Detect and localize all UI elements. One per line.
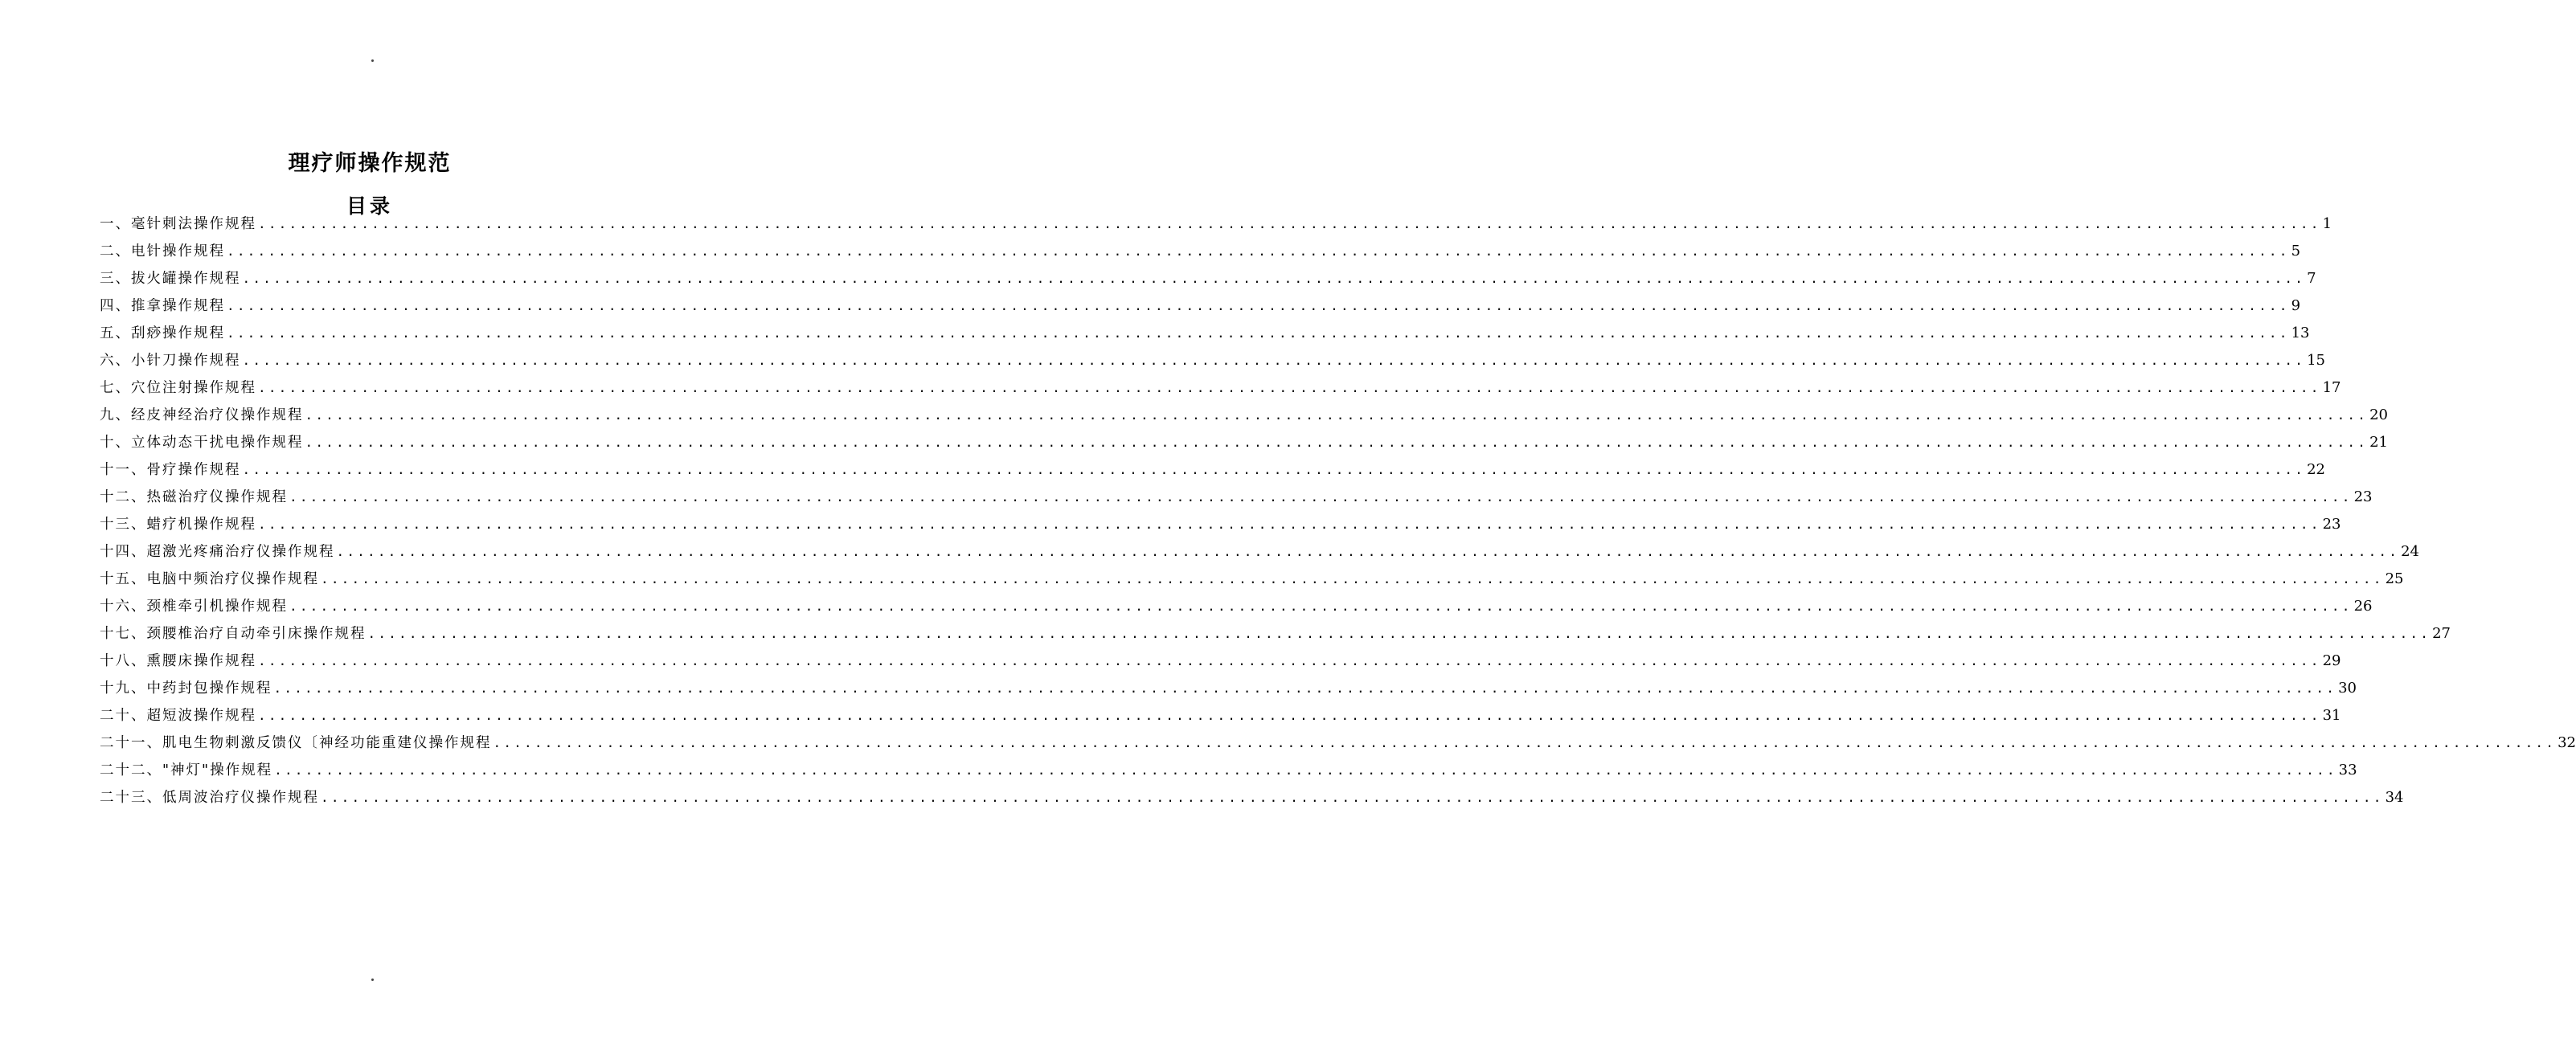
toc-entry-label: 十、立体动态干扰电操作规程 <box>100 435 304 451</box>
toc-entry-page-number: 33 <box>2338 762 2357 778</box>
toc-dot-leader: ........................................................................................................................................................................................................ <box>258 517 2321 532</box>
toc-entry[interactable] <box>100 566 2404 593</box>
header-dot-mark <box>371 59 374 62</box>
toc-entry[interactable] <box>100 265 2316 292</box>
toc-entry-page-number: 23 <box>2353 488 2373 505</box>
toc-entry-page-number: 22 <box>2307 461 2325 478</box>
toc-entry[interactable] <box>100 484 2373 511</box>
toc-entry-page-number: 32 <box>2558 734 2576 751</box>
toc-entry[interactable] <box>100 702 2341 729</box>
toc-dot-leader: ........................................................................................................................................................................................................ <box>493 735 2557 750</box>
toc-entry-page-number: 21 <box>2369 434 2388 451</box>
toc-entry[interactable] <box>100 538 2419 566</box>
toc-dot-leader: ........................................................................................................................................................................................................ <box>242 271 2306 286</box>
toc-entry-page-number: 27 <box>2432 625 2451 642</box>
toc-entry-label: 十六、颈椎牵引机操作规程 <box>100 599 288 615</box>
toc-entry[interactable] <box>100 456 2325 484</box>
toc-entry[interactable] <box>100 511 2341 538</box>
footer-dot-mark <box>371 979 374 981</box>
toc-dot-leader: ........................................................................................................................................................................................................ <box>227 325 2290 341</box>
toc-entry-label: 十四、超激光疼痛治疗仪操作规程 <box>100 544 335 560</box>
toc-entry-label: 二十一、肌电生物刺激反馈仪〔神经功能重建仪操作规程 <box>100 735 492 751</box>
toc-entry[interactable] <box>100 374 2341 402</box>
toc-entry-page-number: 24 <box>2401 543 2419 560</box>
toc-entry-page-number: 9 <box>2291 297 2301 314</box>
toc-entry-label: 十五、电脑中频治疗仪操作规程 <box>100 571 319 587</box>
toc-entry-page-number: 34 <box>2385 789 2404 806</box>
toc-entry-page-number: 29 <box>2322 652 2341 669</box>
toc-entry[interactable] <box>100 757 2357 784</box>
toc-entry-label: 二十、超短波操作规程 <box>100 708 256 724</box>
toc-entry-label: 六、小针刀操作规程 <box>100 353 241 369</box>
toc-entry-label: 二十三、低周波治疗仪操作规程 <box>100 790 319 806</box>
toc-dot-leader: ........................................................................................................................................................................................................ <box>242 353 2306 368</box>
toc-entry-label: 十八、熏腰床操作规程 <box>100 653 256 669</box>
toc-entry-page-number: 7 <box>2307 270 2316 287</box>
toc-entry-label: 十三、蜡疗机操作规程 <box>100 517 256 533</box>
toc-dot-leader: ........................................................................................................................................................................................................ <box>336 544 2400 559</box>
toc-dot-leader: ........................................................................................................................................................................................................ <box>274 762 2337 778</box>
toc-entry-label: 九、经皮神经治疗仪操作规程 <box>100 407 304 423</box>
toc-dot-leader: ........................................................................................................................................................................................................ <box>321 790 2384 805</box>
toc-dot-leader: ........................................................................................................................................................................................................ <box>289 489 2353 505</box>
toc-dot-leader: ........................................................................................................................................................................................................ <box>242 462 2306 477</box>
toc-entry-label: 十二、热磁治疗仪操作规程 <box>100 489 288 505</box>
toc-entry-page-number: 15 <box>2307 352 2325 369</box>
toc-entry-label: 二十二、"神灯"操作规程 <box>100 762 273 778</box>
toc-dot-leader: ........................................................................................................................................................................................................ <box>227 243 2290 259</box>
toc-heading: 目录 <box>346 194 393 218</box>
toc-dot-leader: ........................................................................................................................................................................................................ <box>258 653 2321 668</box>
toc-entry-label: 二、电针操作规程 <box>100 243 225 259</box>
toc-entry[interactable] <box>100 593 2373 620</box>
toc-entry[interactable] <box>100 784 2404 811</box>
toc-dot-leader: ........................................................................................................................................................................................................ <box>367 626 2431 641</box>
toc-dot-leader: ........................................................................................................................................................................................................ <box>273 680 2337 696</box>
document-title: 理疗师操作规范 <box>288 151 452 177</box>
toc-dot-leader: ........................................................................................................................................................................................................ <box>258 380 2321 395</box>
toc-dot-leader: ........................................................................................................................................................................................................ <box>321 571 2384 586</box>
toc-entry-page-number: 25 <box>2385 570 2404 587</box>
toc-entry-label: 一、毫针刺法操作规程 <box>100 216 256 232</box>
toc-dot-leader: ........................................................................................................................................................................................................ <box>289 599 2353 614</box>
toc-entry-page-number: 13 <box>2291 325 2310 341</box>
toc-dot-leader: ........................................................................................................................................................................................................ <box>227 298 2290 313</box>
toc-entry-page-number: 26 <box>2353 598 2373 615</box>
toc-entry-page-number: 30 <box>2338 680 2357 697</box>
toc-entry-label: 十一、骨疗操作规程 <box>100 462 241 478</box>
toc-dot-leader: ........................................................................................................................................................................................................ <box>305 407 2369 423</box>
toc-entry-page-number: 31 <box>2322 707 2341 724</box>
toc-entry-page-number: 20 <box>2369 407 2388 423</box>
toc-entry[interactable] <box>100 238 2301 265</box>
toc-entry[interactable] <box>100 675 2357 702</box>
toc-dot-leader: ........................................................................................................................................................................................................ <box>305 435 2369 450</box>
toc-entry[interactable] <box>100 729 2576 757</box>
toc-entry-page-number: 5 <box>2291 243 2301 259</box>
toc-entry-label: 五、刮痧操作规程 <box>100 325 225 341</box>
toc-entry-page-number: 23 <box>2322 516 2341 533</box>
toc-entry[interactable] <box>100 210 2332 238</box>
toc-entry-label: 十九、中药封包操作规程 <box>100 680 272 697</box>
toc-entry[interactable] <box>100 402 2388 429</box>
toc-entry[interactable] <box>100 429 2388 456</box>
table-of-contents <box>100 210 2576 811</box>
toc-entry-label: 三、拔火罐操作规程 <box>100 271 241 287</box>
toc-dot-leader: ........................................................................................................................................................................................................ <box>258 216 2321 231</box>
toc-entry[interactable] <box>100 648 2341 675</box>
toc-entry[interactable] <box>100 292 2301 320</box>
toc-entry-page-number: 17 <box>2322 379 2341 396</box>
toc-entry-page-number: 1 <box>2322 215 2332 232</box>
toc-entry-label: 四、推拿操作规程 <box>100 298 225 314</box>
toc-entry[interactable] <box>100 620 2451 648</box>
toc-entry-label: 十七、颈腰椎治疗自动牵引床操作规程 <box>100 626 367 642</box>
toc-entry[interactable] <box>100 320 2310 347</box>
toc-entry[interactable] <box>100 347 2325 374</box>
toc-dot-leader: ........................................................................................................................................................................................................ <box>258 708 2321 723</box>
toc-entry-label: 七、穴位注射操作规程 <box>100 380 256 396</box>
